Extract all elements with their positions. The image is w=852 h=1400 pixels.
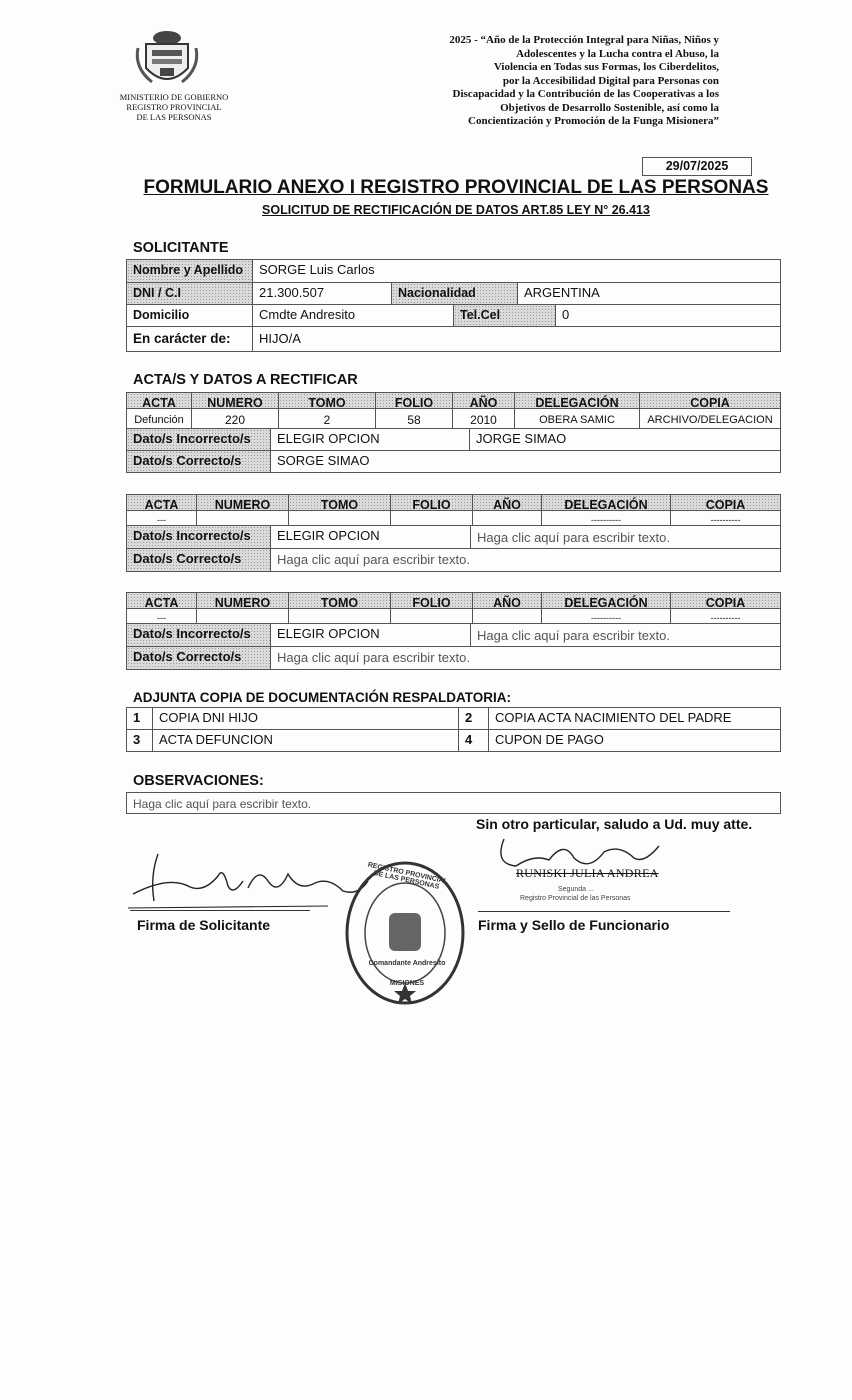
correct-value-field[interactable]: SORGE SIMAO bbox=[270, 450, 781, 473]
incorrect-label: Dato/s Incorrecto/s bbox=[126, 428, 271, 451]
col-tomo: TOMO bbox=[288, 592, 391, 609]
motto-line: Concientización y Promoción de la Funga Misionera” bbox=[468, 115, 719, 127]
ministry-line: REGISTRO PROVINCIAL bbox=[126, 102, 222, 112]
anio-field[interactable] bbox=[472, 608, 542, 624]
name-label: Nombre y Apellido bbox=[126, 259, 253, 283]
tel-label: Tel.Cel bbox=[453, 304, 556, 327]
incorrect-value-field[interactable]: Haga clic aquí para escribir texto. bbox=[470, 623, 781, 647]
correct-label: Dato/s Correcto/s bbox=[126, 548, 271, 572]
delegacion-field[interactable]: ---------- bbox=[541, 608, 671, 624]
motto-line: por la Accesibilidad Digital para Personas con bbox=[502, 74, 719, 87]
incorrect-label: Dato/s Incorrecto/s bbox=[126, 623, 271, 647]
tel-field[interactable]: 0 bbox=[555, 304, 781, 327]
col-folio: FOLIO bbox=[390, 494, 473, 511]
copia-field[interactable]: ARCHIVO/DELEGACION bbox=[639, 408, 781, 429]
seal-inner-text: Comandante Andresito bbox=[368, 960, 446, 967]
col-copia: COPIA bbox=[639, 392, 781, 409]
correct-label: Dato/s Correcto/s bbox=[126, 646, 271, 670]
numero-field[interactable] bbox=[196, 510, 289, 526]
incorrect-label: Dato/s Incorrecto/s bbox=[126, 525, 271, 549]
col-tomo: TOMO bbox=[288, 494, 391, 511]
acta-type-field[interactable]: --- bbox=[126, 510, 197, 526]
col-numero: NUMERO bbox=[191, 392, 279, 409]
copia-field[interactable]: ---------- bbox=[670, 510, 781, 526]
col-acta: ACTA bbox=[126, 494, 197, 511]
anio-field[interactable]: 2010 bbox=[452, 408, 515, 429]
applicant-signature-label: Firma de Solicitante bbox=[137, 917, 271, 933]
form-subtitle: SOLICITUD DE RECTIFICACIÓN DE DATOS ART.85 LEY N° 26.413 bbox=[262, 203, 650, 217]
correct-label: Dato/s Correcto/s bbox=[126, 450, 271, 473]
attachment-item[interactable]: CUPON DE PAGO bbox=[488, 729, 781, 752]
date-field[interactable]: 29/07/2025 bbox=[642, 157, 752, 176]
year-motto bbox=[449, 34, 719, 129]
ministry-line: DE LAS PERSONAS bbox=[136, 112, 212, 122]
attachment-number: 1 bbox=[126, 707, 153, 730]
incorrect-value-field[interactable]: Haga clic aquí para escribir texto. bbox=[470, 525, 781, 549]
attachment-item[interactable]: ACTA DEFUNCION bbox=[152, 729, 459, 752]
official-stamp-name: RUNISKI JULIA ANDREA bbox=[516, 866, 659, 880]
seal-bottom-text: MISIONES bbox=[389, 980, 425, 987]
motto-line: Objetivos de Desarrollo Sostenible, así como la bbox=[500, 101, 719, 114]
numero-field[interactable]: 220 bbox=[191, 408, 279, 429]
form-title: FORMULARIO ANEXO I REGISTRO PROVINCIAL DE LAS PERSONAS bbox=[143, 177, 769, 198]
col-acta: ACTA bbox=[126, 592, 197, 609]
observaciones-field[interactable]: Haga clic aquí para escribir texto. bbox=[126, 792, 781, 814]
attachment-item[interactable]: COPIA DNI HIJO bbox=[152, 707, 459, 730]
section-heading-actas: ACTA/S Y DATOS A RECTIFICAR bbox=[133, 372, 358, 388]
col-tomo: TOMO bbox=[278, 392, 376, 409]
domicilio-label: Domicilio bbox=[126, 304, 253, 327]
nacionalidad-field[interactable]: ARGENTINA bbox=[517, 282, 781, 305]
name-field[interactable]: SORGE Luis Carlos bbox=[252, 259, 781, 283]
official-signature-label: Firma y Sello de Funcionario bbox=[478, 917, 670, 933]
attachment-number: 3 bbox=[126, 729, 153, 752]
section-heading-observaciones: OBSERVACIONES: bbox=[133, 773, 264, 789]
tomo-field[interactable]: 2 bbox=[278, 408, 376, 429]
col-delegacion: DELEGACIÓN bbox=[541, 592, 671, 609]
col-copia: COPIA bbox=[670, 592, 781, 609]
copia-field[interactable]: ---------- bbox=[670, 608, 781, 624]
attachment-number: 4 bbox=[458, 729, 489, 752]
col-anio: AÑO bbox=[472, 494, 542, 511]
motto-line: Adolescentes y la Lucha contra el Abuso, la bbox=[516, 47, 719, 60]
incorrect-option-select[interactable]: ELEGIR OPCION bbox=[270, 428, 470, 451]
delegacion-field[interactable]: ---------- bbox=[541, 510, 671, 526]
col-anio: AÑO bbox=[472, 592, 542, 609]
col-acta: ACTA bbox=[126, 392, 192, 409]
folio-field[interactable]: 58 bbox=[375, 408, 453, 429]
col-folio: FOLIO bbox=[390, 592, 473, 609]
incorrect-option-select[interactable]: ELEGIR OPCION bbox=[270, 623, 471, 647]
caracter-label: En carácter de: bbox=[126, 326, 253, 352]
domicilio-field[interactable]: Cmdte Andresito bbox=[252, 304, 454, 327]
official-stamp-line2: Segunda ... bbox=[558, 886, 594, 893]
closing-text: Sin otro particular, saludo a Ud. muy atte. bbox=[476, 816, 753, 832]
dni-label: DNI / C.I bbox=[126, 282, 253, 305]
acta-type-field[interactable]: Defunción bbox=[126, 408, 192, 429]
acta-type-field[interactable]: --- bbox=[126, 608, 197, 624]
seal-ring-text: REGISTRO PROVINCIAL DE LAS PERSONAS bbox=[367, 861, 449, 891]
col-delegacion: DELEGACIÓN bbox=[541, 494, 671, 511]
section-heading-solicitante: SOLICITANTE bbox=[133, 240, 229, 256]
motto-line: Violencia en Todas sus Formas, los Ciberdelitos, bbox=[493, 61, 719, 73]
col-delegacion: DELEGACIÓN bbox=[514, 392, 640, 409]
folio-field[interactable] bbox=[390, 608, 473, 624]
attachment-number: 2 bbox=[458, 707, 489, 730]
col-numero: NUMERO bbox=[196, 494, 289, 511]
tomo-field[interactable] bbox=[288, 510, 391, 526]
incorrect-value-field[interactable]: JORGE SIMAO bbox=[469, 428, 781, 451]
official-stamp-line3: Registro Provincial de las Personas bbox=[520, 895, 631, 902]
correct-value-field[interactable]: Haga clic aquí para escribir texto. bbox=[270, 548, 781, 572]
caracter-field[interactable]: HIJO/A bbox=[252, 326, 781, 352]
official-signature-line bbox=[478, 911, 730, 912]
numero-field[interactable] bbox=[196, 608, 289, 624]
attachment-item[interactable]: COPIA ACTA NACIMIENTO DEL PADRE bbox=[488, 707, 781, 730]
applicant-signature bbox=[128, 846, 378, 916]
incorrect-option-select[interactable]: ELEGIR OPCION bbox=[270, 525, 471, 549]
tomo-field[interactable] bbox=[288, 608, 391, 624]
ministry-logo bbox=[132, 28, 202, 90]
col-folio: FOLIO bbox=[375, 392, 453, 409]
dni-field[interactable]: 21.300.507 bbox=[252, 282, 392, 305]
col-anio: AÑO bbox=[452, 392, 515, 409]
ministry-line: MINISTERIO DE GOBIERNO bbox=[119, 92, 229, 102]
delegacion-field[interactable]: OBERA SAMIC bbox=[514, 408, 640, 429]
motto-line: Discapacidad y la Contribución de las Cooperativas a los bbox=[452, 88, 719, 100]
col-numero: NUMERO bbox=[196, 592, 289, 609]
folio-field[interactable] bbox=[390, 510, 473, 526]
anio-field[interactable] bbox=[472, 510, 542, 526]
section-heading-adjunta: ADJUNTA COPIA DE DOCUMENTACIÓN RESPALDATORIA: bbox=[133, 690, 511, 705]
applicant-signature-line bbox=[130, 910, 310, 911]
col-copia: COPIA bbox=[670, 494, 781, 511]
ministry-name bbox=[108, 92, 240, 122]
nacionalidad-label: Nacionalidad bbox=[391, 282, 518, 305]
correct-value-field[interactable]: Haga clic aquí para escribir texto. bbox=[270, 646, 781, 670]
motto-line: 2025 - “Año de la Protección Integral para Niñas, Niños y bbox=[449, 34, 719, 46]
